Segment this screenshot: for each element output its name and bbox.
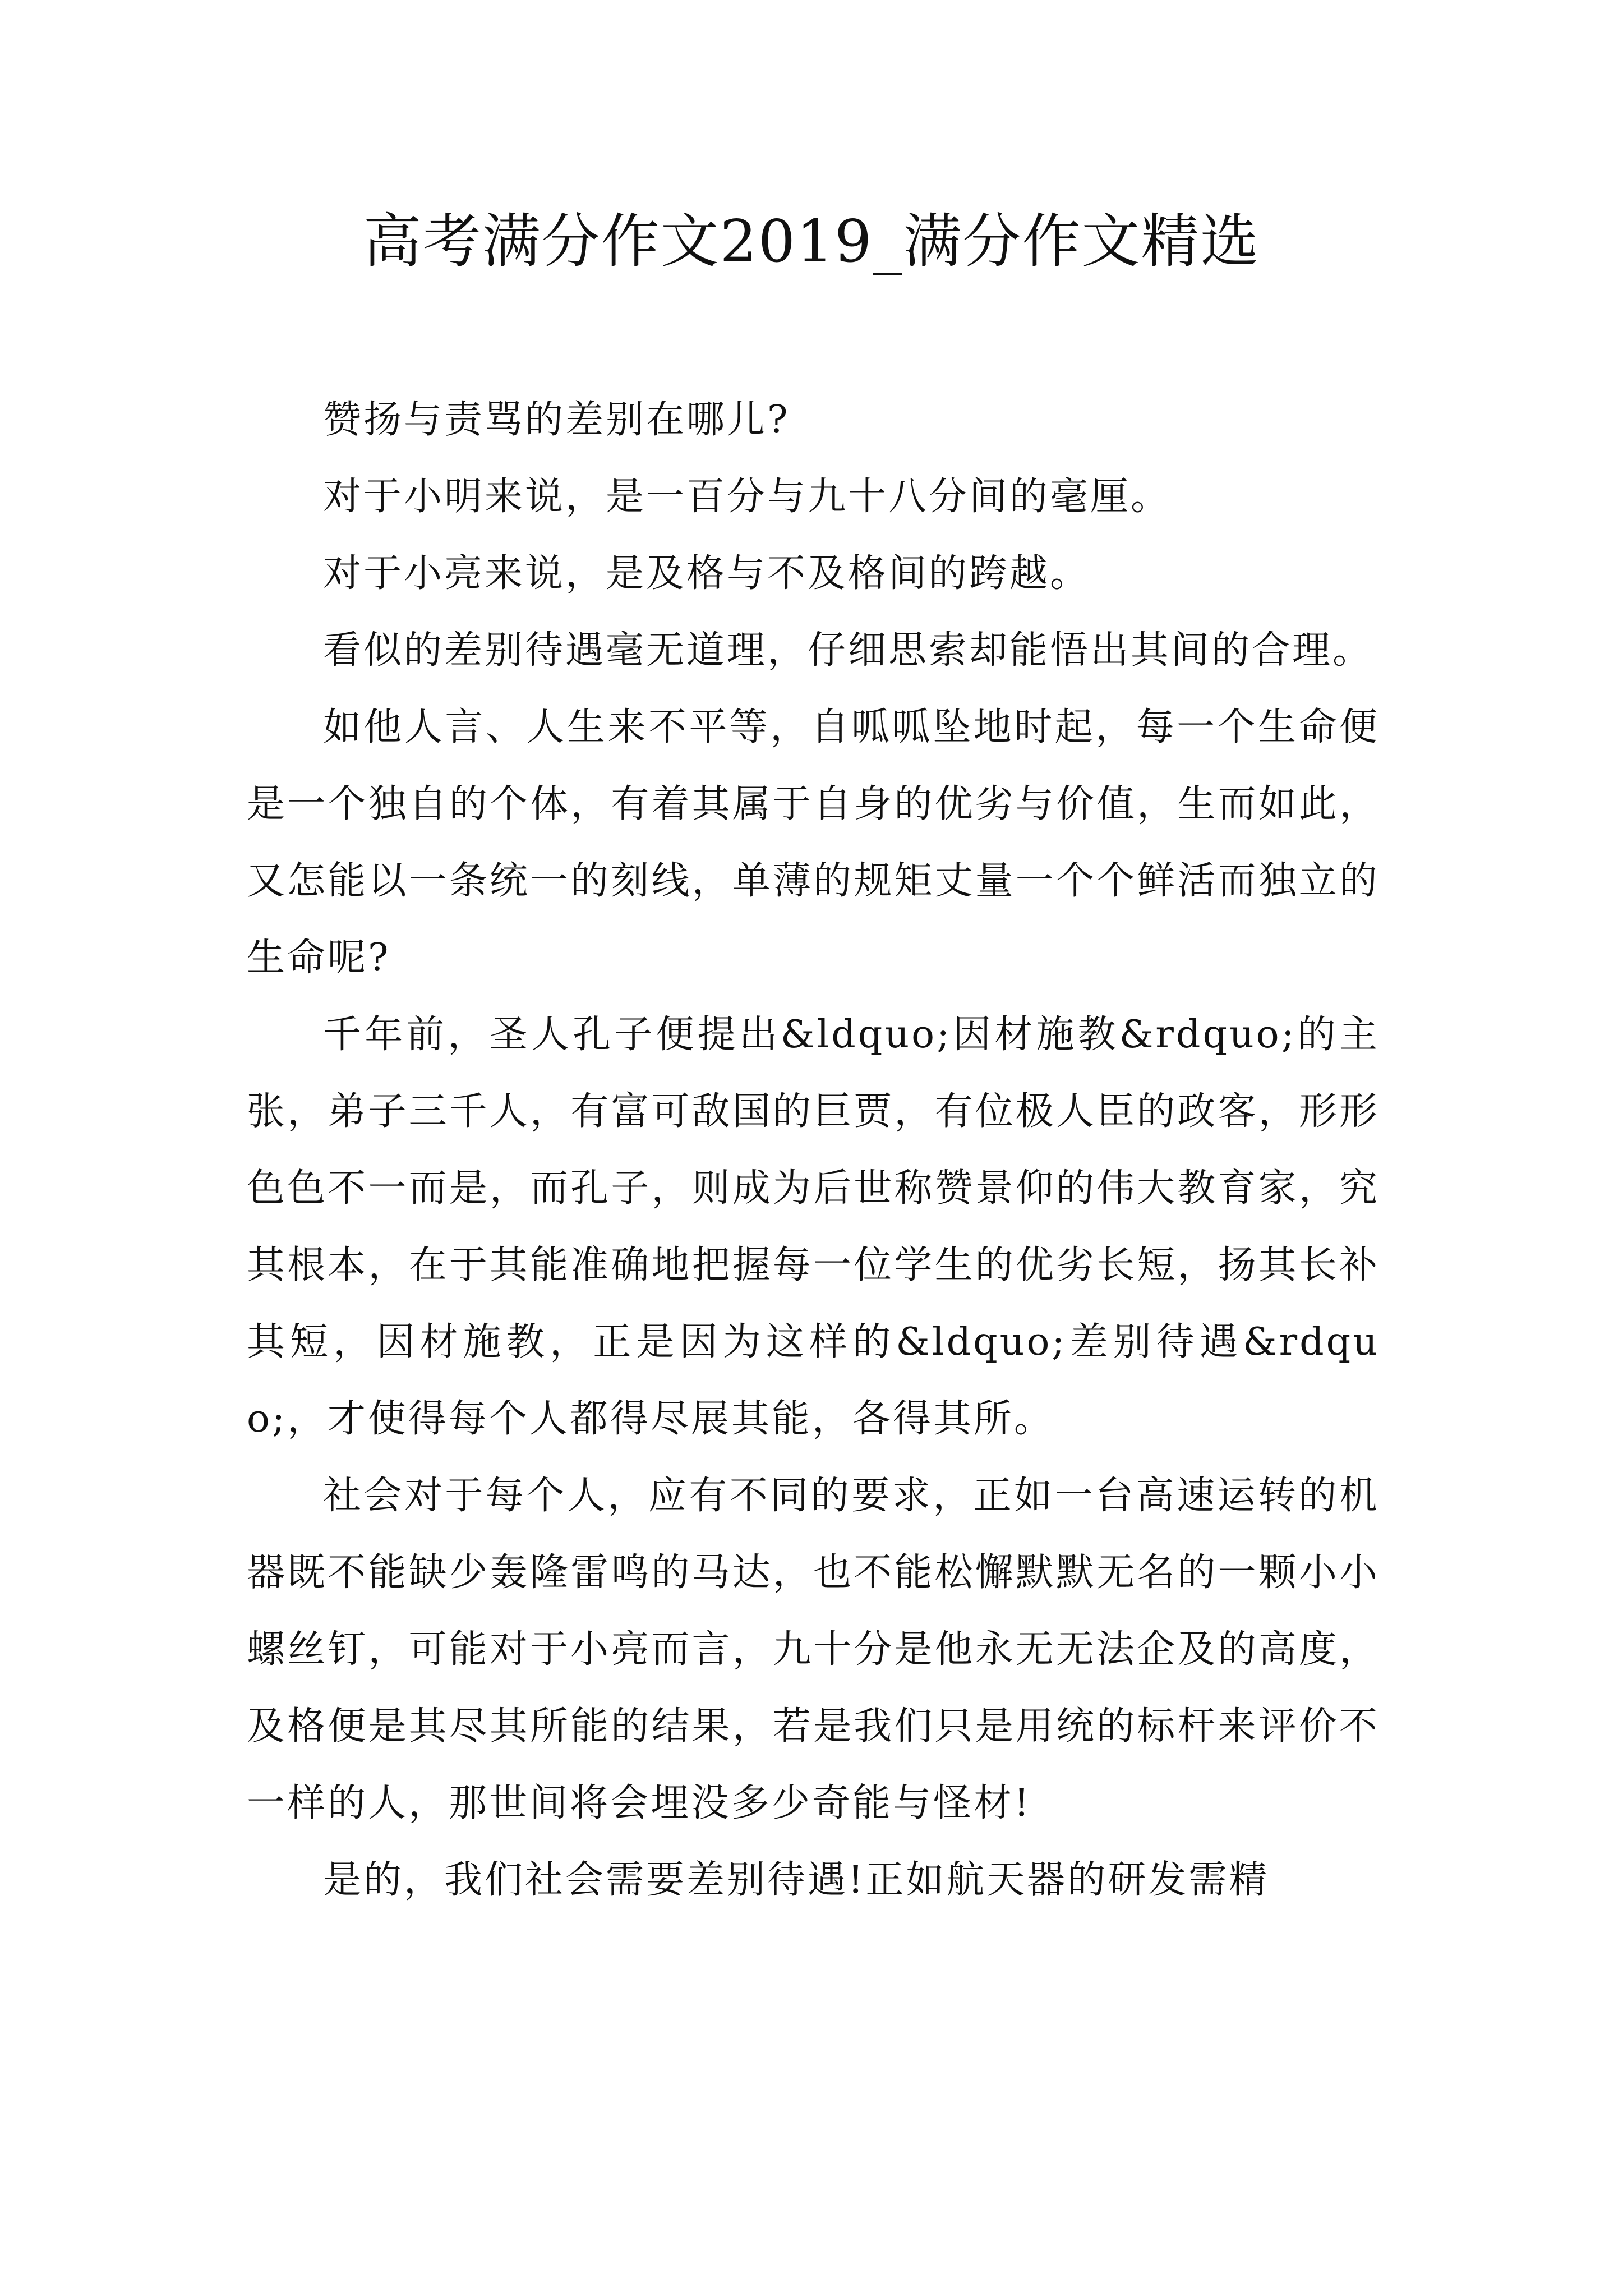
paragraph: 千年前，圣人孔子便提出&ldquo;因材施教&rdquo;的主张，弟子三千人，有富可敌国的巨贾，有位极人臣的政客，形形色色不一而是，而孔子，则成为后世称赞景仰的伟大教育家，究其根本，在于其能准确地把握每一位学生的优劣长短，扬其长补其短，因材施教，正是因为这样的&ldquo;差别待遇&rdquo;，才使得每个人都得尽展其能，各得其所。: [247, 1013, 1380, 1441]
paragraph: 赞扬与责骂的差别在哪儿?: [323, 398, 790, 442]
paragraph: 如他人言、人生来不平等，自呱呱坠地时起，每一个生命便是一个独自的个体，有着其属于自身的优劣与价值，生而如此，又怎能以一条统一的刻线，单薄的规矩丈量一个个鲜活而独立的生命呢?: [247, 705, 1380, 980]
paragraph: 社会对于每个人，应有不同的要求，正如一台高速运转的机器既不能缺少轰隆雷鸣的马达，也不能松懈默默无名的一颗小小螺丝钉，可能对于小亮而言，九十分是他永无无法企及的高度，及格便是其尽其所能的结果，若是我们只是用统的标杆来评价不一样的人，那世间将会埋没多少奇能与怪材!: [247, 1474, 1380, 1825]
paragraph: 看似的差别待遇毫无道理，仔细思索却能悟出其间的合理。: [323, 628, 1373, 673]
paragraph: 对于小亮来说，是及格与不及格间的跨越。: [323, 551, 1091, 596]
paragraph: 对于小明来说，是一百分与九十八分间的毫厘。: [323, 475, 1172, 519]
document-body: [247, 381, 1380, 1918]
document-title: 高考满分作文2019_满分作文精选: [363, 207, 1260, 275]
paragraph: 是的，我们社会需要差别待遇!正如航天器的研发需精: [323, 1858, 1270, 1902]
